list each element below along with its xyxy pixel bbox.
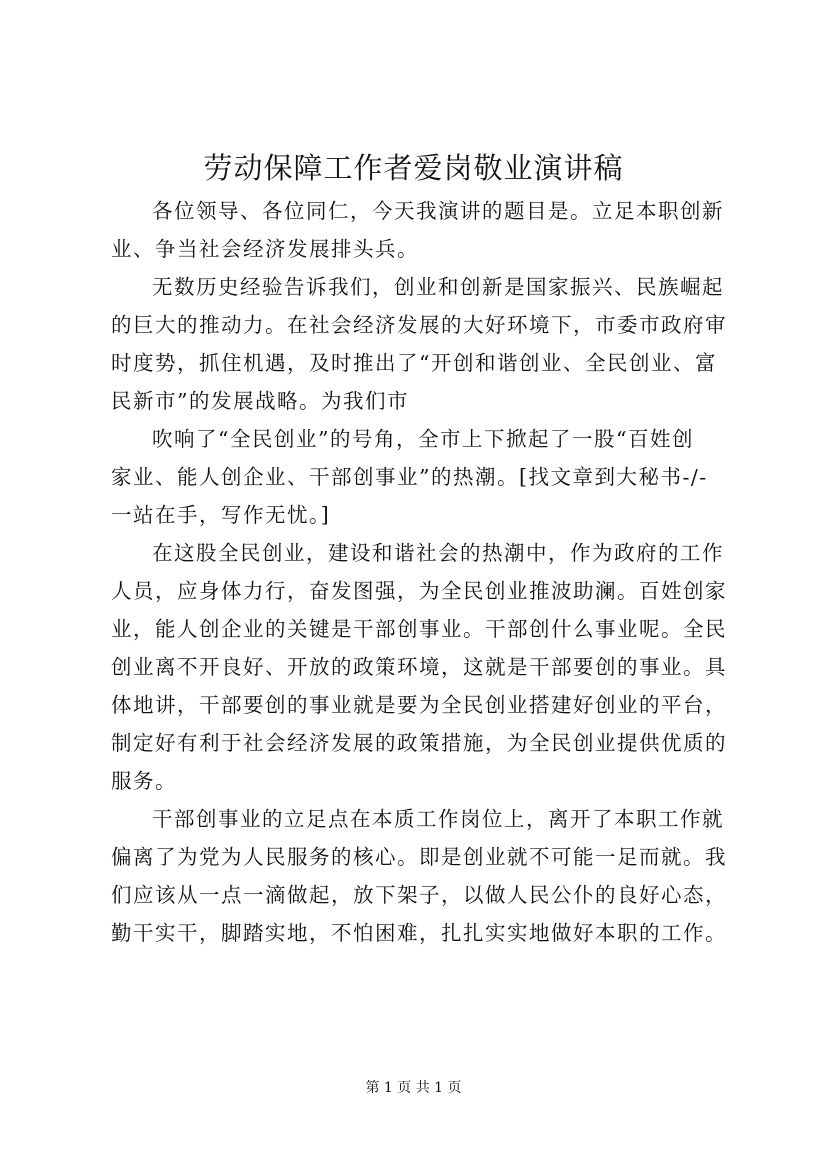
paragraph: 各位领导、各位同仁，今天我演讲的题目是。立足本职创新 业、争当社会经济发展排头兵。 [111,199,724,261]
paragraph: 吹响了“全民创业”的号角，全市上下掀起了一股“百姓创 家业、能人创企业、干部创事业”的热潮。[找文章到大秘书-/- 一站在手，写作无忧。] [111,427,708,527]
page-footer: 第 1 页 共 1 页 [365,1080,462,1096]
paragraph: 无数历史经验告诉我们，创业和创新是国家振兴、民族崛起 的巨大的推动力。在社会经济发展的大好环境下，市委市政府审 时度势，抓住机遇，及时推出了“开创和谐创业、全民创业、富 民新市”的发展战略。为我们市 [111,275,727,413]
document-body [111,192,731,952]
paragraph: 在这股全民创业，建设和谐社会的热潮中，作为政府的工作 人员，应身体力行，奋发图强，为全民创业推波助澜。百姓创家 业，能人创企业的关键是干部创事业。干部创什么事业呢。全民 创业离不开良好、开放的政策环境，这就是干部要创的事业。具 体地讲，干部要创的事业就是要为全民创业搭建好创业的平台， 制定好有利于社会经济发展的政策措施，为全民创业提供优质的 服务。 [111,541,727,793]
paragraph: 干部创事业的立足点在本质工作岗位上，离开了本职工作就 偏离了为党为人民服务的核心。即是创业就不可能一足而就。我 们应该从一点一滴做起，放下架子，以做人民公仆的良好心态， 勤干实干，脚踏实地，不怕困难，扎扎实实地做好本职的工作。 [111,807,727,945]
document-title: 劳动保障工作者爱岗敬业演讲稿 [203,151,624,185]
